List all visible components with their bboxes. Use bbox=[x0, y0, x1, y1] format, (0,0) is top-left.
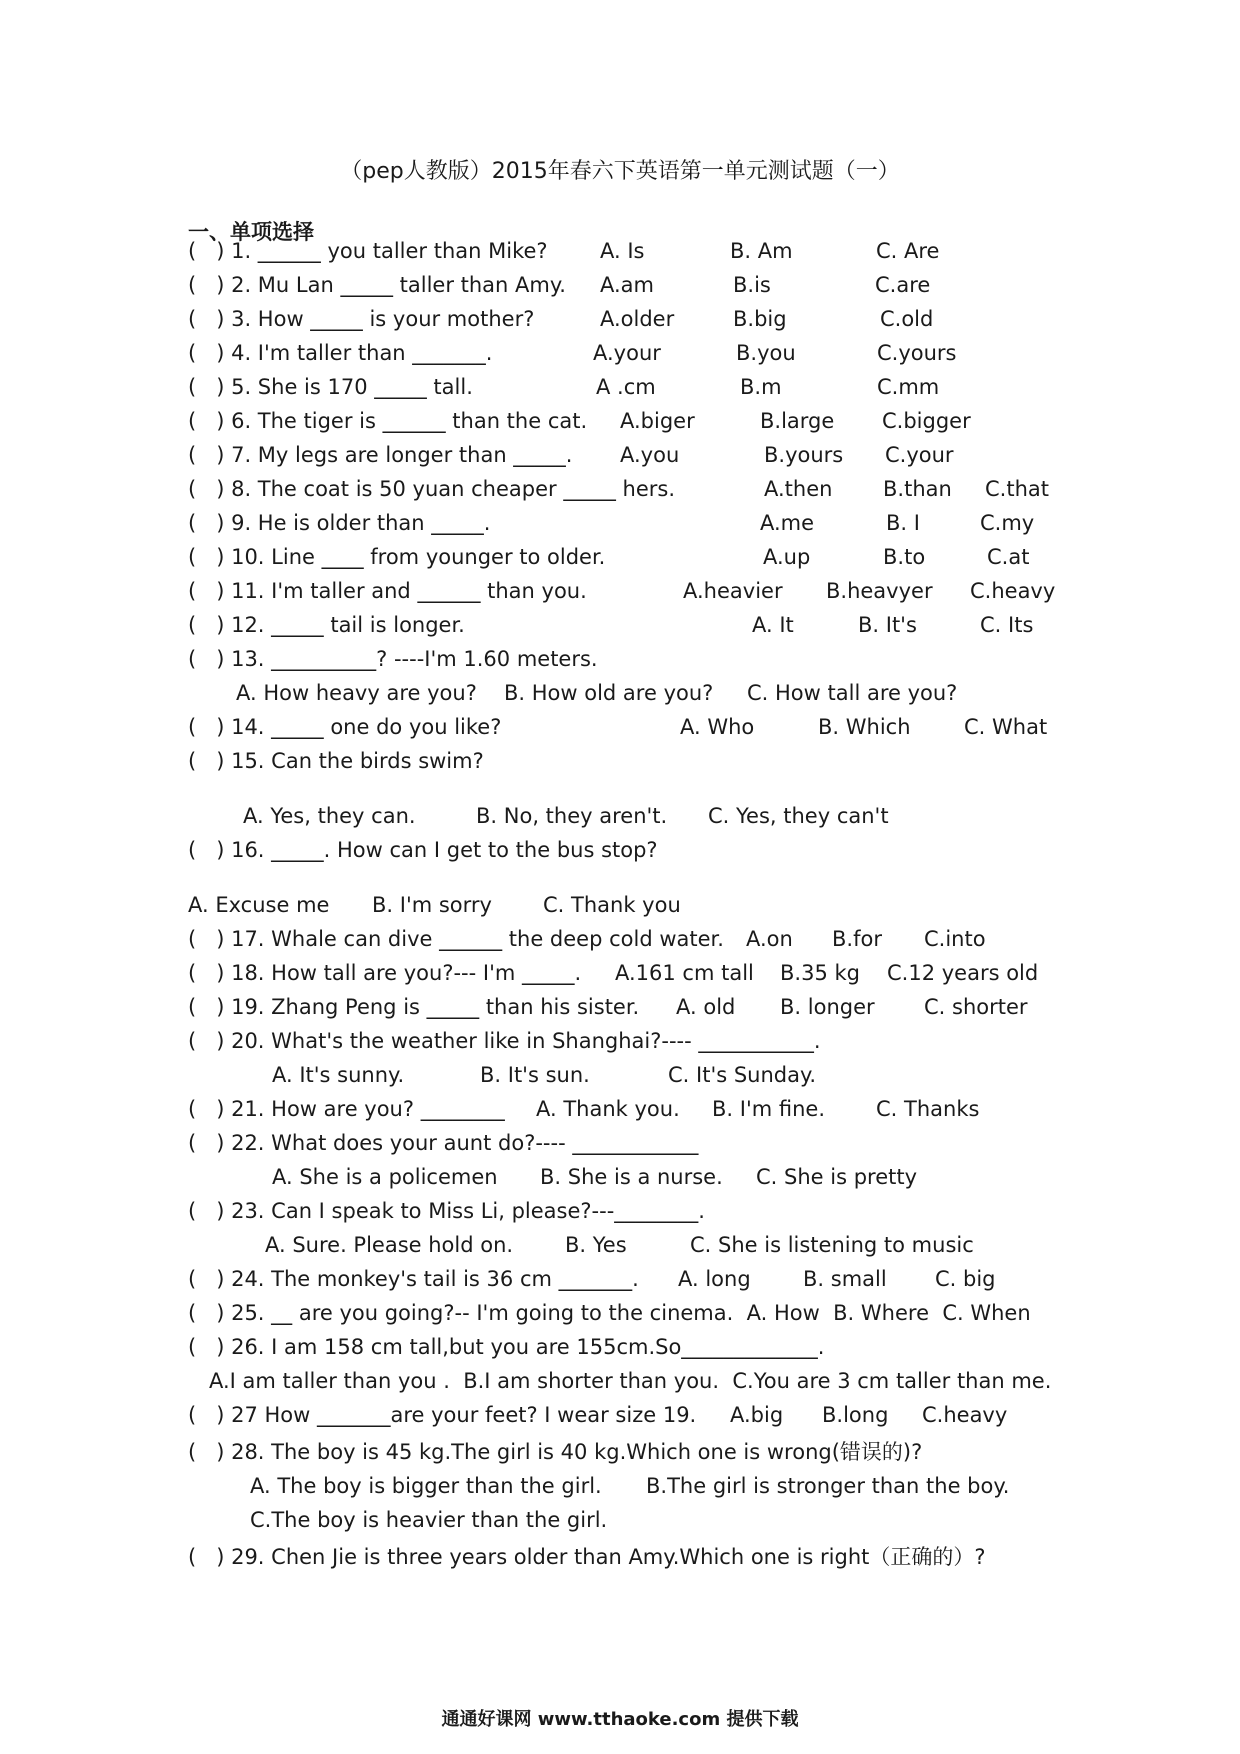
answer-option: B.for bbox=[832, 927, 882, 951]
answer-option: A. Who bbox=[680, 715, 755, 739]
question-text: ( ) 24. The monkey's tail is 36 cm _______. bbox=[188, 1267, 639, 1291]
answer-option: B.big bbox=[733, 307, 787, 331]
question-text: A. How heavy are you? bbox=[236, 681, 477, 705]
question-text: ( ) 14. _____ one do you like? bbox=[188, 715, 502, 739]
question-text: ( ) 7. My legs are longer than _____. bbox=[188, 443, 573, 467]
answer-option: A.then bbox=[764, 477, 833, 501]
question-text: ( ) 25. __ are you going?-- I'm going to the cinema. A. How B. Where C. When bbox=[188, 1301, 1031, 1325]
answer-option: C.yours bbox=[877, 341, 957, 365]
answer-option: A.heavier bbox=[683, 579, 783, 603]
answer-option: B.you bbox=[736, 341, 796, 365]
question-text: ( ) 20. What's the weather like in Shanghai?---- ___________. bbox=[188, 1029, 821, 1053]
answer-option: C.at bbox=[987, 545, 1030, 569]
question-text: ( ) 27 How _______are your feet? I wear size 19. bbox=[188, 1403, 697, 1427]
answer-option: B.large bbox=[760, 409, 835, 433]
question-text: ( ) 21. How are you? ________ bbox=[188, 1097, 505, 1121]
answer-option: B.yours bbox=[764, 443, 844, 467]
answer-option: B.heavyer bbox=[826, 579, 933, 603]
answer-option: B. Am bbox=[730, 239, 793, 263]
answer-option: C. Are bbox=[876, 239, 940, 263]
answer-option: B. She is a nurse. bbox=[540, 1165, 723, 1189]
answer-option: C. How tall are you? bbox=[747, 681, 958, 705]
answer-option: C.heavy bbox=[970, 579, 1056, 603]
answer-option: C. shorter bbox=[924, 995, 1028, 1019]
question-text: A. The boy is bigger than the girl. bbox=[250, 1474, 602, 1498]
page-title: （pep人教版）2015年春六下英语第一单元测试题（一） bbox=[340, 159, 900, 184]
answer-option: B. I bbox=[886, 511, 920, 535]
answer-option: C. Its bbox=[980, 613, 1034, 637]
answer-option: B. I'm sorry bbox=[372, 893, 492, 917]
question-text: ( ) 3. How _____ is your mother? bbox=[188, 307, 535, 331]
question-text: A.I am taller than you . B.I am shorter than you. C.You are 3 cm taller than me. bbox=[209, 1369, 1052, 1393]
answer-option: A .cm bbox=[596, 375, 656, 399]
answer-option: C. She is pretty bbox=[756, 1165, 918, 1189]
answer-option: C.bigger bbox=[882, 409, 971, 433]
answer-option: B.The girl is stronger than the boy. bbox=[646, 1474, 1010, 1498]
answer-option: A.biger bbox=[620, 409, 695, 433]
answer-option: C. Yes, they can't bbox=[708, 804, 889, 828]
question-text: ( ) 18. How tall are you?--- I'm _____. bbox=[188, 961, 582, 985]
question-text: ( ) 1. ______ you taller than Mike? bbox=[188, 239, 548, 263]
answer-option: A. old bbox=[676, 995, 736, 1019]
answer-option: C.12 years old bbox=[887, 961, 1039, 985]
question-text: ( ) 23. Can I speak to Miss Li, please?---________. bbox=[188, 1199, 705, 1223]
answer-option: B. No, they aren't. bbox=[476, 804, 668, 828]
answer-option: B. I'm fine. bbox=[712, 1097, 825, 1121]
answer-option: B. How old are you? bbox=[504, 681, 714, 705]
question-text: ( ) 4. I'm taller than _______. bbox=[188, 341, 493, 365]
question-text: ( ) 11. I'm taller and ______ than you. bbox=[188, 579, 587, 603]
question-text: ( ) 26. I am 158 cm tall,but you are 155cm.So_____________. bbox=[188, 1335, 825, 1359]
answer-option: B.35 kg bbox=[780, 961, 860, 985]
answer-option: C. Thank you bbox=[543, 893, 681, 917]
answer-option: B.long bbox=[822, 1403, 889, 1427]
question-text: A. Excuse me bbox=[188, 893, 330, 917]
question-text: A. It's sunny. bbox=[272, 1063, 405, 1087]
answer-option: A.up bbox=[763, 545, 811, 569]
answer-option: A.am bbox=[600, 273, 654, 297]
answer-option: A.you bbox=[620, 443, 680, 467]
answer-option: A.on bbox=[746, 927, 793, 951]
question-text: ( ) 28. The boy is 45 kg.The girl is 40 kg.Which one is wrong(错误的)? bbox=[188, 1440, 923, 1464]
answer-option: A. Thank you. bbox=[536, 1097, 680, 1121]
question-text: ( ) 2. Mu Lan _____ taller than Amy. bbox=[188, 273, 566, 297]
question-text: ( ) 19. Zhang Peng is _____ than his sister. bbox=[188, 995, 640, 1019]
section-heading: 一、单项选择 bbox=[188, 220, 314, 244]
answer-option: C.are bbox=[875, 273, 931, 297]
answer-option: C. big bbox=[935, 1267, 996, 1291]
question-text: ( ) 5. She is 170 _____ tall. bbox=[188, 375, 473, 399]
answer-option: C. What bbox=[964, 715, 1048, 739]
answer-option: B. Which bbox=[818, 715, 911, 739]
answer-option: C. She is listening to music bbox=[690, 1233, 974, 1257]
question-text: ( ) 15. Can the birds swim? bbox=[188, 749, 484, 773]
question-text: ( ) 16. _____. How can I get to the bus stop? bbox=[188, 838, 658, 862]
answer-option: C.into bbox=[924, 927, 986, 951]
answer-option: B.is bbox=[733, 273, 771, 297]
question-text: ( ) 9. He is older than _____. bbox=[188, 511, 491, 535]
answer-option: B. It's bbox=[858, 613, 917, 637]
question-text: C.The boy is heavier than the girl. bbox=[250, 1508, 608, 1532]
question-text: A. Yes, they can. bbox=[243, 804, 416, 828]
answer-option: C.your bbox=[885, 443, 954, 467]
answer-option: A.older bbox=[600, 307, 675, 331]
answer-option: C.old bbox=[880, 307, 934, 331]
question-text: A. She is a policemen bbox=[272, 1165, 498, 1189]
answer-option: C.mm bbox=[877, 375, 940, 399]
question-text: ( ) 6. The tiger is ______ than the cat. bbox=[188, 409, 588, 433]
answer-option: B. Yes bbox=[565, 1233, 627, 1257]
question-text: ( ) 12. _____ tail is longer. bbox=[188, 613, 465, 637]
question-text: ( ) 17. Whale can dive ______ the deep cold water. bbox=[188, 927, 724, 951]
answer-option: C.heavy bbox=[922, 1403, 1008, 1427]
answer-option: B.m bbox=[740, 375, 782, 399]
answer-option: B.to bbox=[883, 545, 926, 569]
answer-option: B.than bbox=[883, 477, 952, 501]
answer-option: B. small bbox=[803, 1267, 887, 1291]
question-text: ( ) 10. Line ____ from younger to older. bbox=[188, 545, 606, 569]
answer-option: C.my bbox=[980, 511, 1035, 535]
answer-option: A.161 cm tall bbox=[615, 961, 754, 985]
answer-option: A.me bbox=[760, 511, 815, 535]
answer-option: C. It's Sunday. bbox=[668, 1063, 817, 1087]
answer-option: A.your bbox=[593, 341, 661, 365]
answer-option: B. It's sun. bbox=[480, 1063, 590, 1087]
footer-watermark: 通通好课网 www.tthaoke.com 提供下载 bbox=[441, 1709, 799, 1730]
question-text: ( ) 22. What does your aunt do?---- ____________ bbox=[188, 1131, 699, 1155]
answer-option: C. Thanks bbox=[876, 1097, 980, 1121]
answer-option: A. Is bbox=[600, 239, 645, 263]
question-text: ( ) 29. Chen Jie is three years older than Amy.Which one is right（正确的）? bbox=[188, 1545, 986, 1569]
answer-option: C.that bbox=[985, 477, 1049, 501]
answer-option: A.big bbox=[730, 1403, 784, 1427]
question-text: A. Sure. Please hold on. bbox=[265, 1233, 514, 1257]
answer-option: A. long bbox=[678, 1267, 751, 1291]
answer-option: B. longer bbox=[780, 995, 875, 1019]
answer-option: A. It bbox=[752, 613, 794, 637]
question-text: ( ) 8. The coat is 50 yuan cheaper _____ hers. bbox=[188, 477, 675, 501]
question-text: ( ) 13. __________? ----I'm 1.60 meters. bbox=[188, 647, 598, 671]
